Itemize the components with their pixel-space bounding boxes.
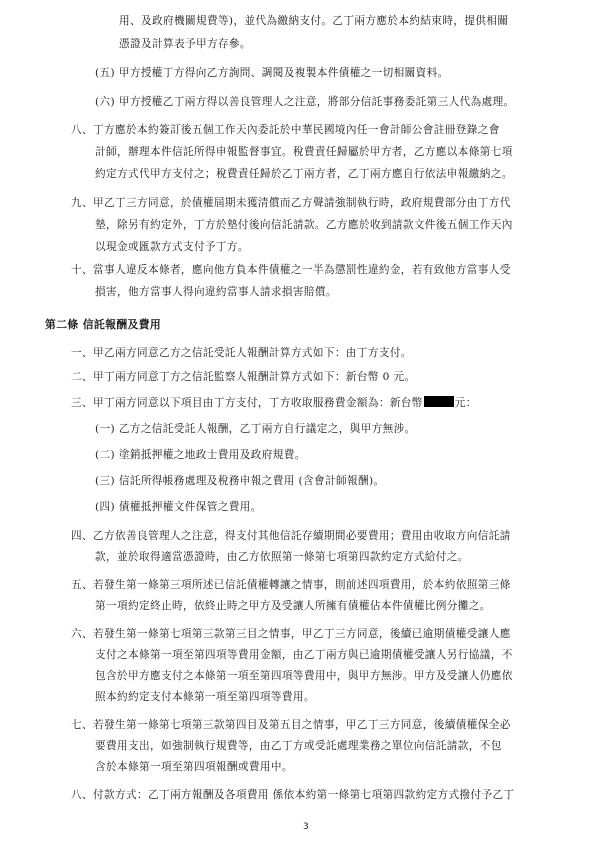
text-line: 墊，除另有約定外，丁方於墊付後向信託請款。乙方應於收到請款文件後五個工作天內 xyxy=(95,219,513,231)
text-line: (三) 信託所得帳務處理及稅務申報之費用 (含會計師報酬)。 xyxy=(95,475,385,487)
redaction-box xyxy=(424,396,454,407)
text-line: 一、甲乙兩方同意乙方之信託受託人報酬計算方式如下：由丁方支付。 xyxy=(71,347,412,359)
text-line: 憑證及計算表予甲方存參。 xyxy=(119,38,251,50)
text-line: 第一項約定終止時，依終止時之甲方及受讓人所擁有債權佔本件債權比例分攤之。 xyxy=(95,600,491,612)
text-line: 四、乙方依善良管理人之注意，得支付其他信託存續期間必要費用；費用由收取方向信託請 xyxy=(71,530,511,542)
text-line: 九、甲乙丁三方同意，於債權屆期未獲清償而乙方聲請強制執行時，政府規費部分由丁方代 xyxy=(71,197,511,209)
text-line: (四) 債權抵押權文件保管之費用。 xyxy=(95,501,262,513)
text-line: 計師，辦理本件信託所得申報監督事宜。稅費責任歸屬於甲方者，乙方應以本條第七項 xyxy=(95,146,513,158)
text-line: (一) 乙方之信託受託人報酬，乙丁兩方自行議定之，與甲方無涉。 xyxy=(95,423,416,435)
text-line: 約定方式代甲方支付之；稅費責任歸於乙丁兩方者，乙丁兩方應自行依法申報繳納之。 xyxy=(95,168,513,180)
text-line: 要費用支出，如強制執行規費等，由乙丁方或受託處理業務之單位向信託請款，不包 xyxy=(95,740,502,752)
text-line: 八、丁方應於本約簽訂後五個工作天內委託於中華民國境內任一會計師公會註冊登錄之會 xyxy=(71,124,500,136)
text-line: 以現金或匯款方式支付予丁方。 xyxy=(95,241,249,253)
text-line: 五、若發生第一條第三項所述已信託債權轉讓之情事，則前述四項費用，於本約依照第三條 xyxy=(71,579,511,591)
text-line: 六、若發生第一條第七項第三款第三目之情事，甲乙丁三方同意，後續已逾期債權受讓人應 xyxy=(71,628,511,640)
text-line: 八、付款方式：乙丁兩方報酬及各項費用 係依本約第一條第七項第四款約定方式撥付予乙丁 xyxy=(71,789,515,801)
text-line-with-redaction xyxy=(71,395,477,411)
section-heading: 第二條 信託報酬及費用 xyxy=(45,318,162,331)
text-line: 十、當事人違反本條者，應向他方負本件債權之一半為懲罰性違約金，若有致他方當事人受 xyxy=(71,264,511,276)
text-line: 七、若發生第一條第七項第三款第四目及第五目之情事，甲乙丁三方同意，後續債權保全必 xyxy=(71,719,511,731)
text-line: 二、甲丁兩方同意丁方之信託監察人報酬計算方式如下：新台幣 0 元。 xyxy=(71,371,416,383)
page-number: 3 xyxy=(303,822,309,832)
text-line: 損害，他方當事人得向違約當事人請求損害賠償。 xyxy=(95,286,337,298)
text-line: 包含於甲方應支付之本條第一項至第四項等費用中，與甲方無涉。甲方及受讓人仍應依 xyxy=(95,670,513,682)
text-fragment: 三、甲丁兩方同意以下項目由丁方支付，丁方收取服務費金額為：新台幣 xyxy=(71,397,423,409)
text-line: (六) 甲方授權乙丁兩方得以善良管理人之注意，將部分信託事務委託第三人代為處理。 xyxy=(95,96,515,108)
text-line: 款，並於取得適當憑證時，由乙方依照第一條第七項第四款約定方式給付之。 xyxy=(95,551,469,563)
text-line: 支付之本條第一項至第四項等費用金額，由乙丁兩方與已逾期債權受讓人另行協議，不 xyxy=(95,649,513,661)
text-line: 用、及政府機關規費等)，並代為繳納支付。乙丁兩方應於本約結束時，提供相關 xyxy=(119,15,509,27)
text-line: (五) 甲方授權丁方得向乙方詢問、調閱及複製本件債權之一切相關資料。 xyxy=(95,67,449,79)
text-line: 照本約約定支付本條第一項至第四項等費用。 xyxy=(95,691,315,703)
text-fragment: 元： xyxy=(454,397,477,409)
text-line: (二) 塗銷抵押權之地政士費用及政府規費。 xyxy=(95,449,306,461)
text-line: 含於本條第一項至第四項報酬或費用中。 xyxy=(95,761,293,773)
